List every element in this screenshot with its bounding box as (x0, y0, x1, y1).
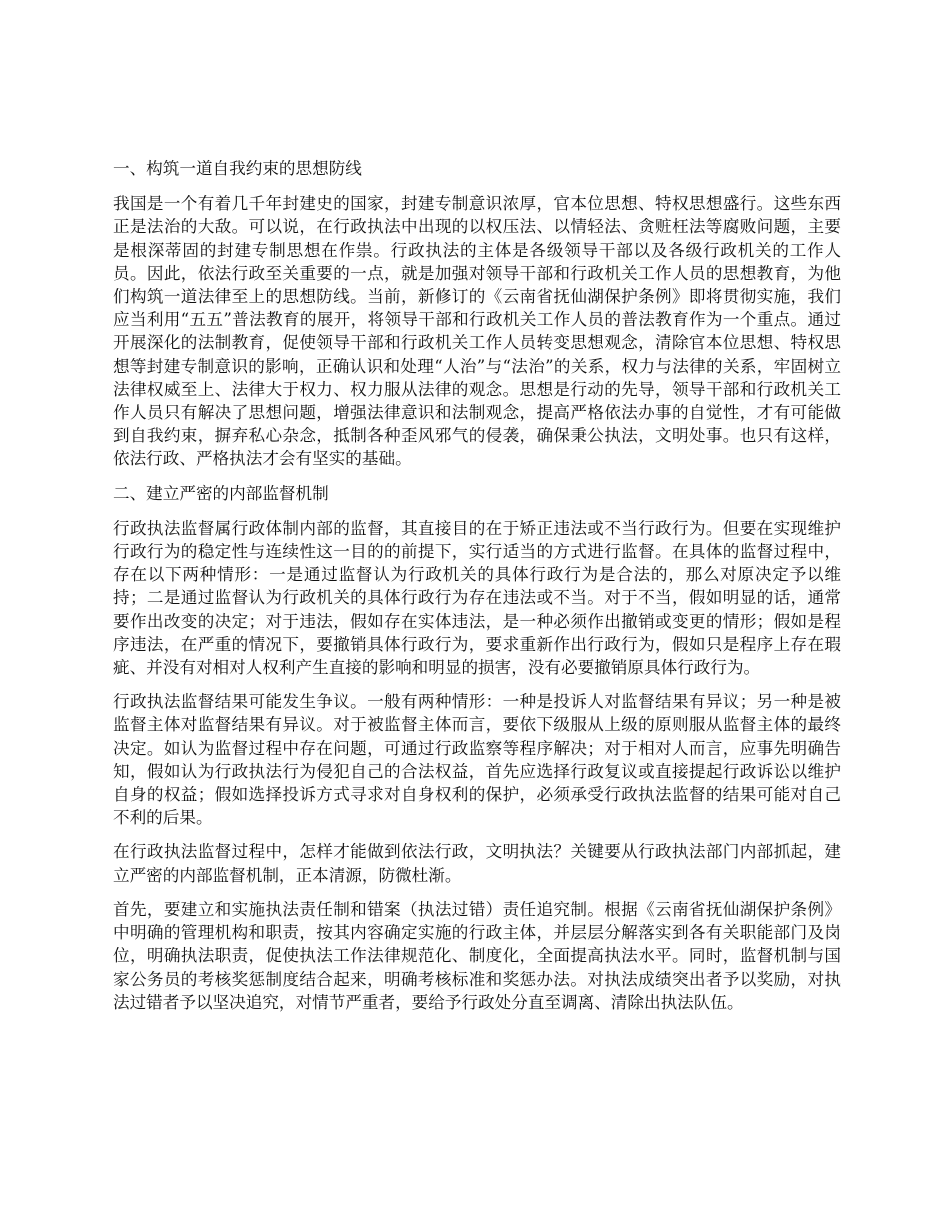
paragraph: 首先，要建立和实施执法责任制和错案（执法过错）责任追究制。根据《云南省抚仙湖保护条例》中明确的管理机构和职责，按其内容确定实施的行政主体，并层层分解落实到各有关职能部门及岗位，明确执法职责，促使执法工作法律规范化、制度化，全面提高执法水平。同时，监督机制与国家公务员的考核奖惩制度结合起来，明确考核标准和奖惩办法。对执法成绩突出者予以奖励，对执法过错者予以坚决追究，对情节严重者，要给予行政处分直至调离、清除出执法队伍。 (113, 899, 841, 1012)
document-body (113, 157, 841, 1025)
section-heading: 一、构筑一道自我约束的思想防线 (113, 159, 362, 178)
paragraph: 行政执法监督结果可能发生争议。一般有两种情形：一种是投诉人对监督结果有异议；另一种是被监督主体对监督结果有异议。对于被监督主体而言，要依下级服从上级的原则服从监督主体的最终决定。如认为监督过程中存在问题，可通过行政监察等程序解决；对于相对人而言，应事先明确告知，假如认为行政执法行为侵犯自己的合法权益，首先应选择行政复议或直接提起行政诉讼以维护自身的权益；假如选择投诉方式寻求对自身权利的保护，必须承受行政执法监督的结果可能对自己不利的后果。 (113, 692, 841, 828)
paragraph: 在行政执法监督过程中，怎样才能做到依法行政，文明执法？关键要从行政执法部门内部抓起，建立严密的内部监督机制，正本清源，防微杜渐。 (113, 842, 841, 885)
section-2 (113, 482, 841, 1014)
paragraph: 行政执法监督属行政体制内部的监督，其直接目的在于矫正违法或不当行政行为。但要在实现维护行政行为的稳定性与连续性这一目的的前提下，实行适当的方式进行监督。在具体的监督过程中，存在以下两种情形：一是通过监督认为行政机关的具体行政行为是合法的，那么对原决定予以维持；二是通过监督认为行政机关的具体行政行为存在违法或不当。对于不当，假如明显的话，通常要作出改变的决定；对于违法，假如存在实体违法，是一种必须作出撤销或变更的情形；假如是程序违法，在严重的情况下，要撤销具体行政行为，要求重新作出行政行为，假如只是程序上存在瑕疵、并没有对相对人权利产生直接的影响和明显的损害，没有必要撤销原具体行政行为。 (113, 518, 841, 678)
section-1 (113, 157, 841, 471)
section-heading: 二、建立严密的内部监督机制 (113, 483, 329, 503)
paragraph: 我国是一个有着几千年封建史的国家，封建专制意识浓厚，官本位思想、特权思想盛行。这些东西正是法治的大敌。可以说，在行政执法中出现的以权压法、以情轻法、贪赃枉法等腐败问题，主要是根深蒂固的封建专制思想在作祟。行政执法的主体是各级领导干部以及各级行政机关的工作人员。因此，依法行政至关重要的一点，就是加强对领导干部和行政机关工作人员的思想教育，为他们构筑一道法律至上的思想防线。当前，新修订的《云南省抚仙湖保护条例》即将贯彻实施，我们应当利用“五五”普法教育的展开，将领导干部和行政机关工作人员的普法教育作为一个重点。通过开展深化的法制教育，促使领导干部和行政机关工作人员转变思想观念，清除官本位思想、特权思想等封建专制意识的影响，正确认识和处理“人治”与“法治”的关系，权力与法律的关系，牢固树立法律权威至上、法律大于权力、权力服从法律的观念。思想是行动的先导，领导干部和行政机关工作人员只有解决了思想问题，增强法律意识和法制观念，提高严格依法办事的自觉性，才有可能做到自我约束，摒弃私心杂念，抵制各种歪风邪气的侵袭，确保秉公执法，文明处事。也只有这样，依法行政、严格执法才会有坚实的基础。 (113, 194, 841, 469)
